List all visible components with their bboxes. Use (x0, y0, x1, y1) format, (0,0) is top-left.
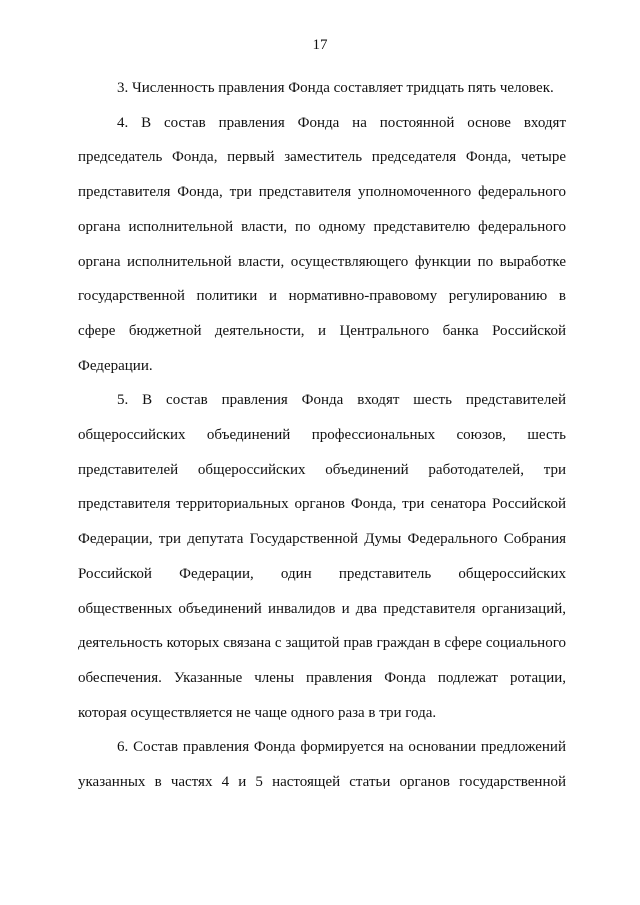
document-body (78, 71, 566, 800)
paragraph-3: 3. Численность правления Фонда составляет тридцать пять человек. (117, 80, 554, 96)
paragraph-5: 5. В состав правления Фонда входят шесть представителей общероссийских объединений профессиональных союзов, шесть представителей общероссийских объединений работодателей, три представителя территориальных органов Фонда, три сенатора Российской Федерации, три депутата Государственной Думы Федерального Собрания Российской Федерации, один представитель общероссийских общественных объединений инвалидов и два представителя организаций, деятельность которых связана с защитой прав граждан в сфере социального обеспечения. Указанные члены правления Фонда подлежат ротации, которая осуществляется не чаще одного раза в три года. (78, 392, 566, 721)
paragraph-6: 6. Состав правления Фонда формируется на основании предложений указанных в частях 4 и 5 настоящей статьи органов государственной (78, 739, 566, 791)
paragraph-4: 4. В состав правления Фонда на постоянной основе входят председатель Фонда, первый заместитель председателя Фонда, четыре представителя Фонда, три представителя уполномоченного федерального органа исполнительной власти, по одному представителю федерального органа исполнительной власти, осуществляющего функции по выработке государственной политики и нормативно-правовому регулированию в сфере бюджетной деятельности, и Центрального банка Российской Федерации. (78, 114, 566, 374)
page-number: 17 (312, 37, 328, 53)
